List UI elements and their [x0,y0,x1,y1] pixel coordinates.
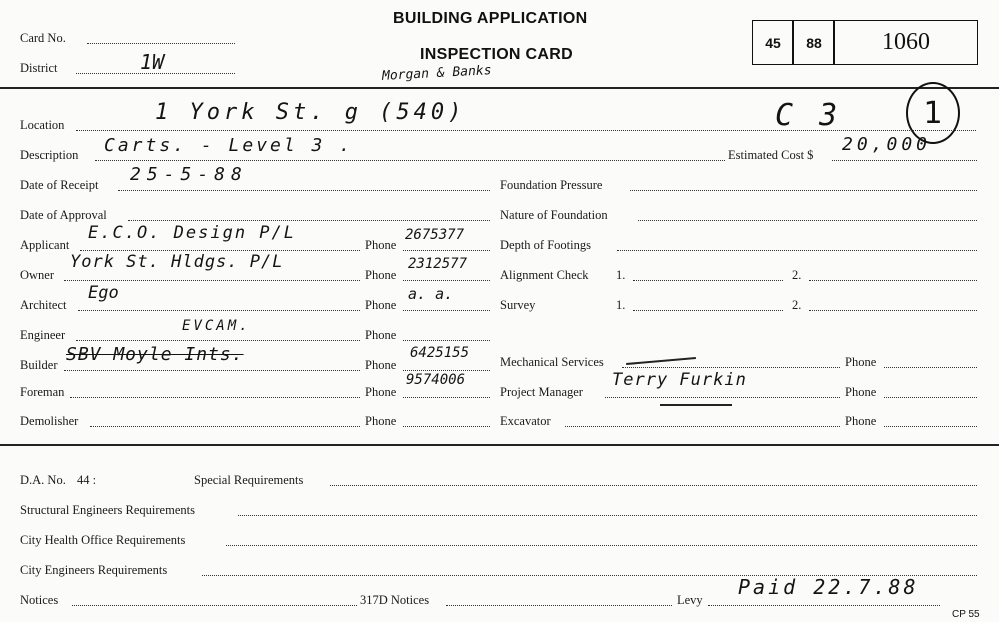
estimated-cost-label: Estimated Cost $ [728,148,814,162]
engineer-value: EVCAM. [182,318,251,334]
owner-phone-value: 2312577 [408,256,468,272]
foundation-pressure-label: Foundation Pressure [500,178,603,192]
survey-label: Survey [500,298,536,312]
survey-2-dots [809,310,977,311]
excavator-phone-dots [884,426,977,427]
district-label: District [20,61,58,75]
notices-dots [72,605,357,606]
project-manager-phone-dots [884,397,977,398]
foundation-pressure-dots [630,190,977,191]
engineer-dots [76,340,360,341]
mechanical-services-dots [622,367,840,368]
engineer-phone-dots [403,340,490,341]
inspector-name: Morgan & Banks [381,63,492,84]
builder-label: Builder [20,358,58,372]
estimated-cost-dots [832,160,977,161]
builder-phone-dots [403,370,490,371]
foreman-phone-value: 9574006 [406,372,466,388]
structural-engineers-dots [238,515,977,516]
engineer-label: Engineer [20,328,66,342]
owner-phone-dots [403,280,490,281]
builder-phone-value: 6425155 [410,345,470,361]
section-divider [0,444,999,446]
owner-dots [64,280,360,281]
notices-317d-label: 317D Notices [360,593,430,607]
city-engineers-label: City Engineers Requirements [20,563,168,577]
notices-label: Notices [20,593,59,607]
foreman-phone-label: Phone [365,385,397,399]
excavator-dots [565,426,840,427]
demolisher-dots [90,426,360,427]
notices-317d-dots [446,605,672,606]
mechanical-services-phone-label: Phone [845,355,877,369]
card-no-dots [87,43,235,44]
date-of-receipt-label: Date of Receipt [20,178,99,192]
survey-1-dots [633,310,783,311]
alignment-check-2-dots [809,280,977,281]
mechanical-services-phone-dots [884,367,977,368]
date-of-approval-dots [128,220,490,221]
estimated-cost-value: 20,000 [842,134,932,155]
foreman-dots [70,397,360,398]
demolisher-label: Demolisher [20,414,79,428]
special-requirements-dots [330,485,977,486]
levy-value: Paid 22.7.88 [738,575,919,599]
location-value: 1 York St. g (540) [155,100,466,125]
mechanical-services-strike [626,357,696,365]
date-of-receipt-value: 25-5-88 [130,164,248,185]
applicant-value: E.C.O. Design P/L [88,223,296,243]
da-no-label: D.A. No. [20,473,66,487]
description-label: Description [20,148,79,162]
number-cell-2: 88 [806,34,822,51]
excavator-label: Excavator [500,414,551,428]
card-no-label: Card No. [20,31,66,45]
survey-1: 1. [616,298,626,312]
depth-of-footings-dots [617,250,977,251]
number-cell-3: 1060 [882,29,930,55]
applicant-phone-label: Phone [365,238,397,252]
builder-value: SBV Moyle Ints. [66,344,244,365]
depth-of-footings-label: Depth of Footings [500,238,591,252]
applicant-phone-dots [403,250,490,251]
date-of-receipt-dots [118,190,490,191]
foreman-label: Foreman [20,385,65,399]
architect-value: Ego [88,283,119,303]
architect-phone-label: Phone [365,298,397,312]
structural-engineers-label: Structural Engineers Requirements [20,503,195,517]
card-number-box [752,20,978,65]
engineer-phone-label: Phone [365,328,397,342]
alignment-check-1: 1. [616,268,626,282]
form-code: CP 55 [952,609,980,620]
da-no-value: 44 : [77,473,97,487]
architect-phone-value: a. a. [408,285,454,303]
number-cell-1: 45 [765,34,781,51]
description-dots [95,160,725,161]
levy-label: Levy [677,593,703,607]
special-requirements-label: Special Requirements [194,473,304,487]
demolisher-phone-label: Phone [365,414,397,428]
city-health-dots [226,545,977,546]
survey-2: 2. [792,298,802,312]
description-value: Carts. - Level 3 . [104,135,354,156]
builder-dots [64,370,360,371]
levy-dots [708,605,940,606]
header-divider [0,87,999,89]
architect-label: Architect [20,298,67,312]
builder-phone-label: Phone [365,358,397,372]
architect-phone-dots [403,310,490,311]
owner-label: Owner [20,268,55,282]
alignment-check-2: 2. [792,268,802,282]
nature-of-foundation-label: Nature of Foundation [500,208,608,222]
excavator-phone-label: Phone [845,414,877,428]
alignment-check-1-dots [633,280,783,281]
title-building-application: BUILDING APPLICATION [393,10,588,27]
foreman-phone-dots [403,397,490,398]
location-label: Location [20,118,65,132]
architect-dots [78,310,360,311]
owner-value: York St. Hldgs. P/L [70,252,284,272]
applicant-dots [80,250,360,251]
title-inspection-card: INSPECTION CARD [420,46,573,63]
city-health-label: City Health Office Requirements [20,533,186,547]
project-manager-underline [660,404,732,406]
applicant-label: Applicant [20,238,70,252]
project-manager-value: Terry Furkin [612,370,747,390]
project-manager-phone-label: Phone [845,385,877,399]
date-of-approval-label: Date of Approval [20,208,107,222]
project-manager-dots [605,397,840,398]
nature-of-foundation-dots [638,220,977,221]
applicant-phone-value: 2675377 [405,227,465,243]
owner-phone-label: Phone [365,268,397,282]
alignment-check-label: Alignment Check [500,268,589,282]
circled-number: 1 [906,82,960,144]
project-manager-label: Project Manager [500,385,583,399]
demolisher-phone-dots [403,426,490,427]
mechanical-services-label: Mechanical Services [500,355,604,369]
location-extra: C 3 [775,98,842,133]
district-value: 1W [140,50,165,74]
